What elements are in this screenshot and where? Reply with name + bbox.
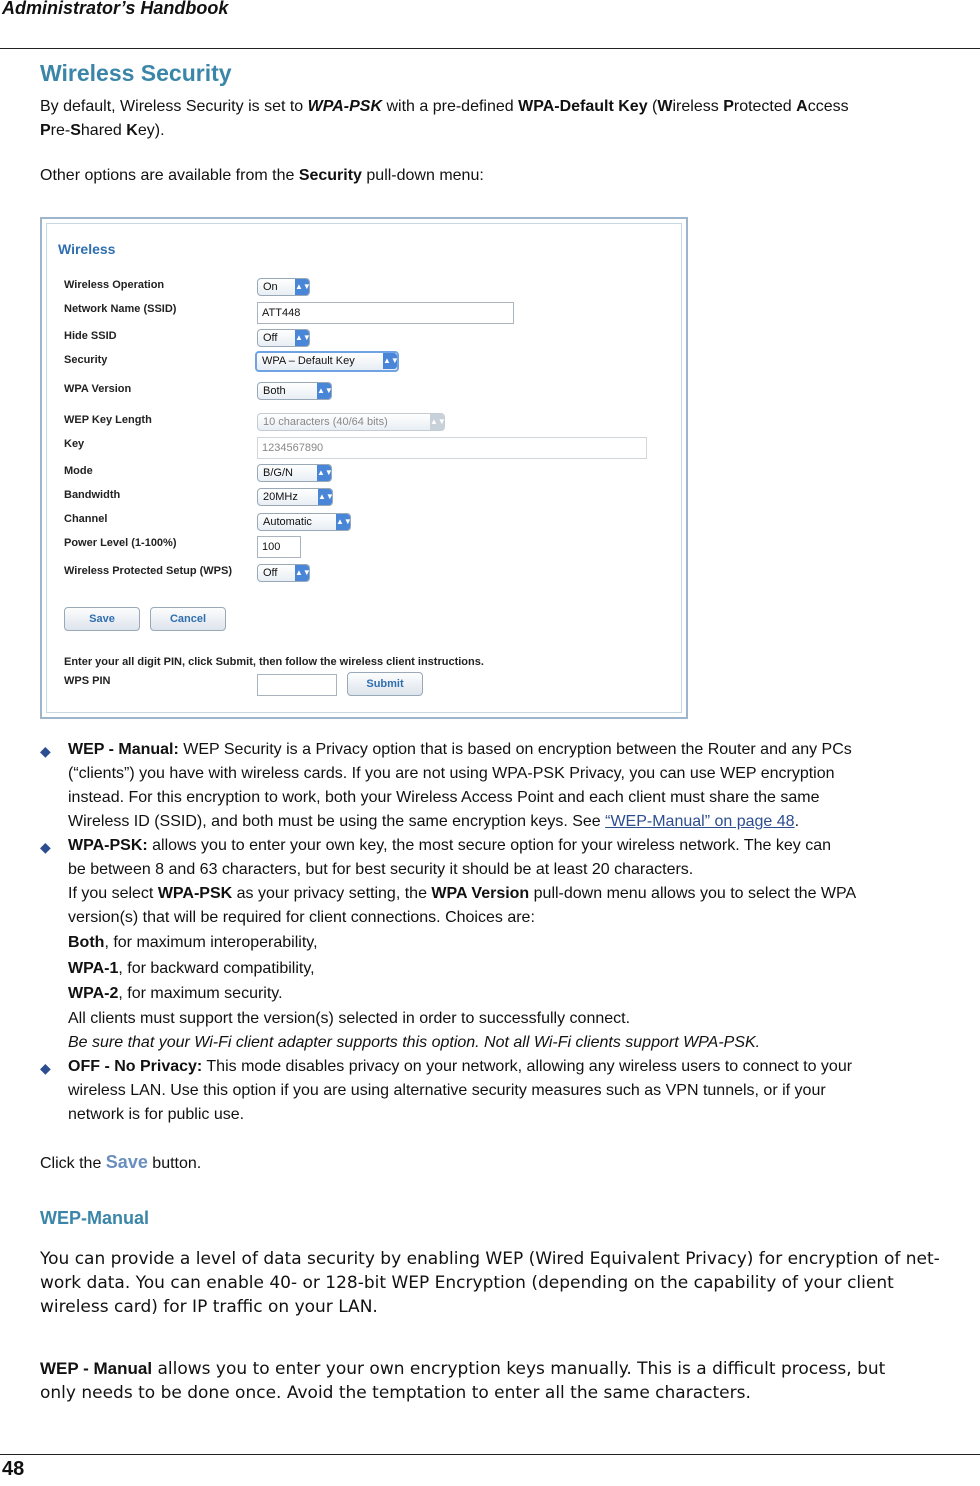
wpa-version-paragraph: If you select WPA-PSK as your privacy setting, the WPA Version pull-down menu allows you to select the WPA version(s) that will be required for client connections. Choices are: <box>68 885 857 926</box>
wps-pin-input[interactable] <box>257 674 337 696</box>
label-wps-pin: WPS PIN <box>64 675 111 687</box>
label-wep-key-length: WEP Key Length <box>64 414 152 426</box>
submit-button[interactable]: Submit <box>347 672 423 696</box>
section-title: Wireless Security <box>40 60 232 86</box>
select-arrow-icon: ▲▼ <box>317 383 331 399</box>
security-select[interactable]: WPA – Default Key ▲▼ <box>255 351 399 372</box>
wps-select[interactable]: Off ▲▼ <box>257 564 310 582</box>
label-hide-ssid: Hide SSID <box>64 330 117 342</box>
other-options-paragraph: Other options are available from the Security pull-down menu: <box>40 167 484 184</box>
mode-select[interactable]: B/G/N ▲▼ <box>257 464 332 482</box>
footer-rule <box>0 1454 980 1455</box>
handbook-title: Administrator’s Handbook <box>2 0 229 18</box>
running-header <box>0 0 980 49</box>
screenshot-frame <box>46 223 682 713</box>
wpa-version-select[interactable]: Both ▲▼ <box>257 382 332 400</box>
label-bandwidth: Bandwidth <box>64 489 121 501</box>
select-arrow-icon: ▲▼ <box>430 414 444 430</box>
label-security: Security <box>64 354 108 366</box>
select-arrow-icon: ▲▼ <box>295 279 309 295</box>
bullet-wpa-psk: WPA-PSK: allows you to enter your own key, the most secure option for your wireless network. The key can be between 8 and 63 characters, but for best security it should be at least 20 characters. <box>68 837 831 878</box>
select-arrow-icon: ▲▼ <box>317 465 331 481</box>
select-arrow-icon: ▲▼ <box>318 489 332 505</box>
select-arrow-icon: ▲▼ <box>295 565 309 581</box>
pin-instructions: Enter your all digit PIN, click Submit, then follow the wireless client instructions. <box>64 656 484 668</box>
label-channel: Channel <box>64 513 108 525</box>
diamond-bullet-icon: ◆ <box>40 743 51 759</box>
label-power-level: Power Level (1-100%) <box>64 537 177 549</box>
wireless-settings-screenshot <box>40 217 688 719</box>
label-wpa-version: WPA Version <box>64 383 132 395</box>
diamond-bullet-icon: ◆ <box>40 839 51 855</box>
choice-wpa1: WPA-1, for backward compatibility, <box>68 960 315 977</box>
choice-both: Both, for maximum interoperability, <box>68 934 318 951</box>
wep-key-length-select[interactable]: 10 characters (40/64 bits) ▲▼ <box>257 413 445 431</box>
bandwidth-select[interactable]: 20MHz ▲▼ <box>257 488 333 506</box>
label-key: Key <box>64 438 85 450</box>
bullet-wep-manual: WEP - Manual: WEP Security is a Privacy option that is based on encryption between the Router and any PCs (“clients”) you have with wireless cards. If you are not using WPA-PSK Privacy, you can use WEP encryption instead. For this encryption to work, both your Wireless Access Point and each client must share the same Wireless ID (SSID), and both must be using the same encryption keys. See “WEP-Manual” on page 48. <box>68 741 852 830</box>
page-number: 48 <box>2 1458 25 1480</box>
cancel-button[interactable]: Cancel <box>150 607 226 631</box>
power-level-input[interactable]: 100 <box>257 536 301 558</box>
bullet-off-no-privacy: OFF - No Privacy: This mode disables privacy on your network, allowing any wireless users to connect to your wireless LAN. Use this option if you are using alternative security measures such as VPN tunnels, or if your network is for public use. <box>68 1058 853 1123</box>
wep-manual-paragraph: WEP - Manual allows you to enter your own encryption keys manually. This is a difficult process, but only needs to be done once. Avoid the temptation to enter all the same characters. <box>40 1359 886 1403</box>
choice-wpa2: WPA-2, for maximum security. <box>68 985 283 1002</box>
key-input[interactable]: 1234567890 <box>257 437 647 459</box>
label-ssid: Network Name (SSID) <box>64 303 177 315</box>
wep-manual-heading: WEP-Manual <box>40 1208 150 1228</box>
wep-intro-paragraph: You can provide a level of data security by enabling WEP (Wired Equivalent Privacy) for encryption of net- work data. You can enable 40- or 128-bit WEP Encryption (depending on the capability of your client wireless card) for IP traffic on your LAN. <box>40 1249 940 1317</box>
hide-ssid-select[interactable]: Off ▲▼ <box>257 329 310 347</box>
ssid-input[interactable]: ATT448 <box>257 302 514 324</box>
label-mode: Mode <box>64 465 93 477</box>
wep-manual-link[interactable]: “WEP-Manual” on page 48 <box>605 813 795 830</box>
select-arrow-icon: ▲▼ <box>295 330 309 346</box>
select-arrow-icon: ▲▼ <box>336 514 350 530</box>
wireless-operation-select[interactable]: On ▲▼ <box>257 278 310 296</box>
screenshot-title: Wireless <box>58 241 116 257</box>
diamond-bullet-icon: ◆ <box>40 1060 51 1076</box>
label-wps: Wireless Protected Setup (WPS) <box>64 565 232 577</box>
save-button[interactable]: Save <box>64 607 140 631</box>
all-clients-note: All clients must support the version(s) selected in order to successfully connect. <box>68 1010 631 1027</box>
intro-paragraph: By default, Wireless Security is set to WPA-PSK with a pre-defined WPA-Default Key (Wireless Protected Access Pre-Shared Key). <box>40 98 849 139</box>
select-arrow-icon: ▲▼ <box>383 353 397 369</box>
channel-select[interactable]: Automatic ▲▼ <box>257 513 351 531</box>
click-save-instruction: Click the Save button. <box>40 1152 202 1172</box>
label-wireless-operation: Wireless Operation <box>64 279 165 291</box>
be-sure-note: Be sure that your Wi-Fi client adapter supports this option. Not all Wi-Fi clients support WPA-PSK. <box>68 1034 761 1051</box>
